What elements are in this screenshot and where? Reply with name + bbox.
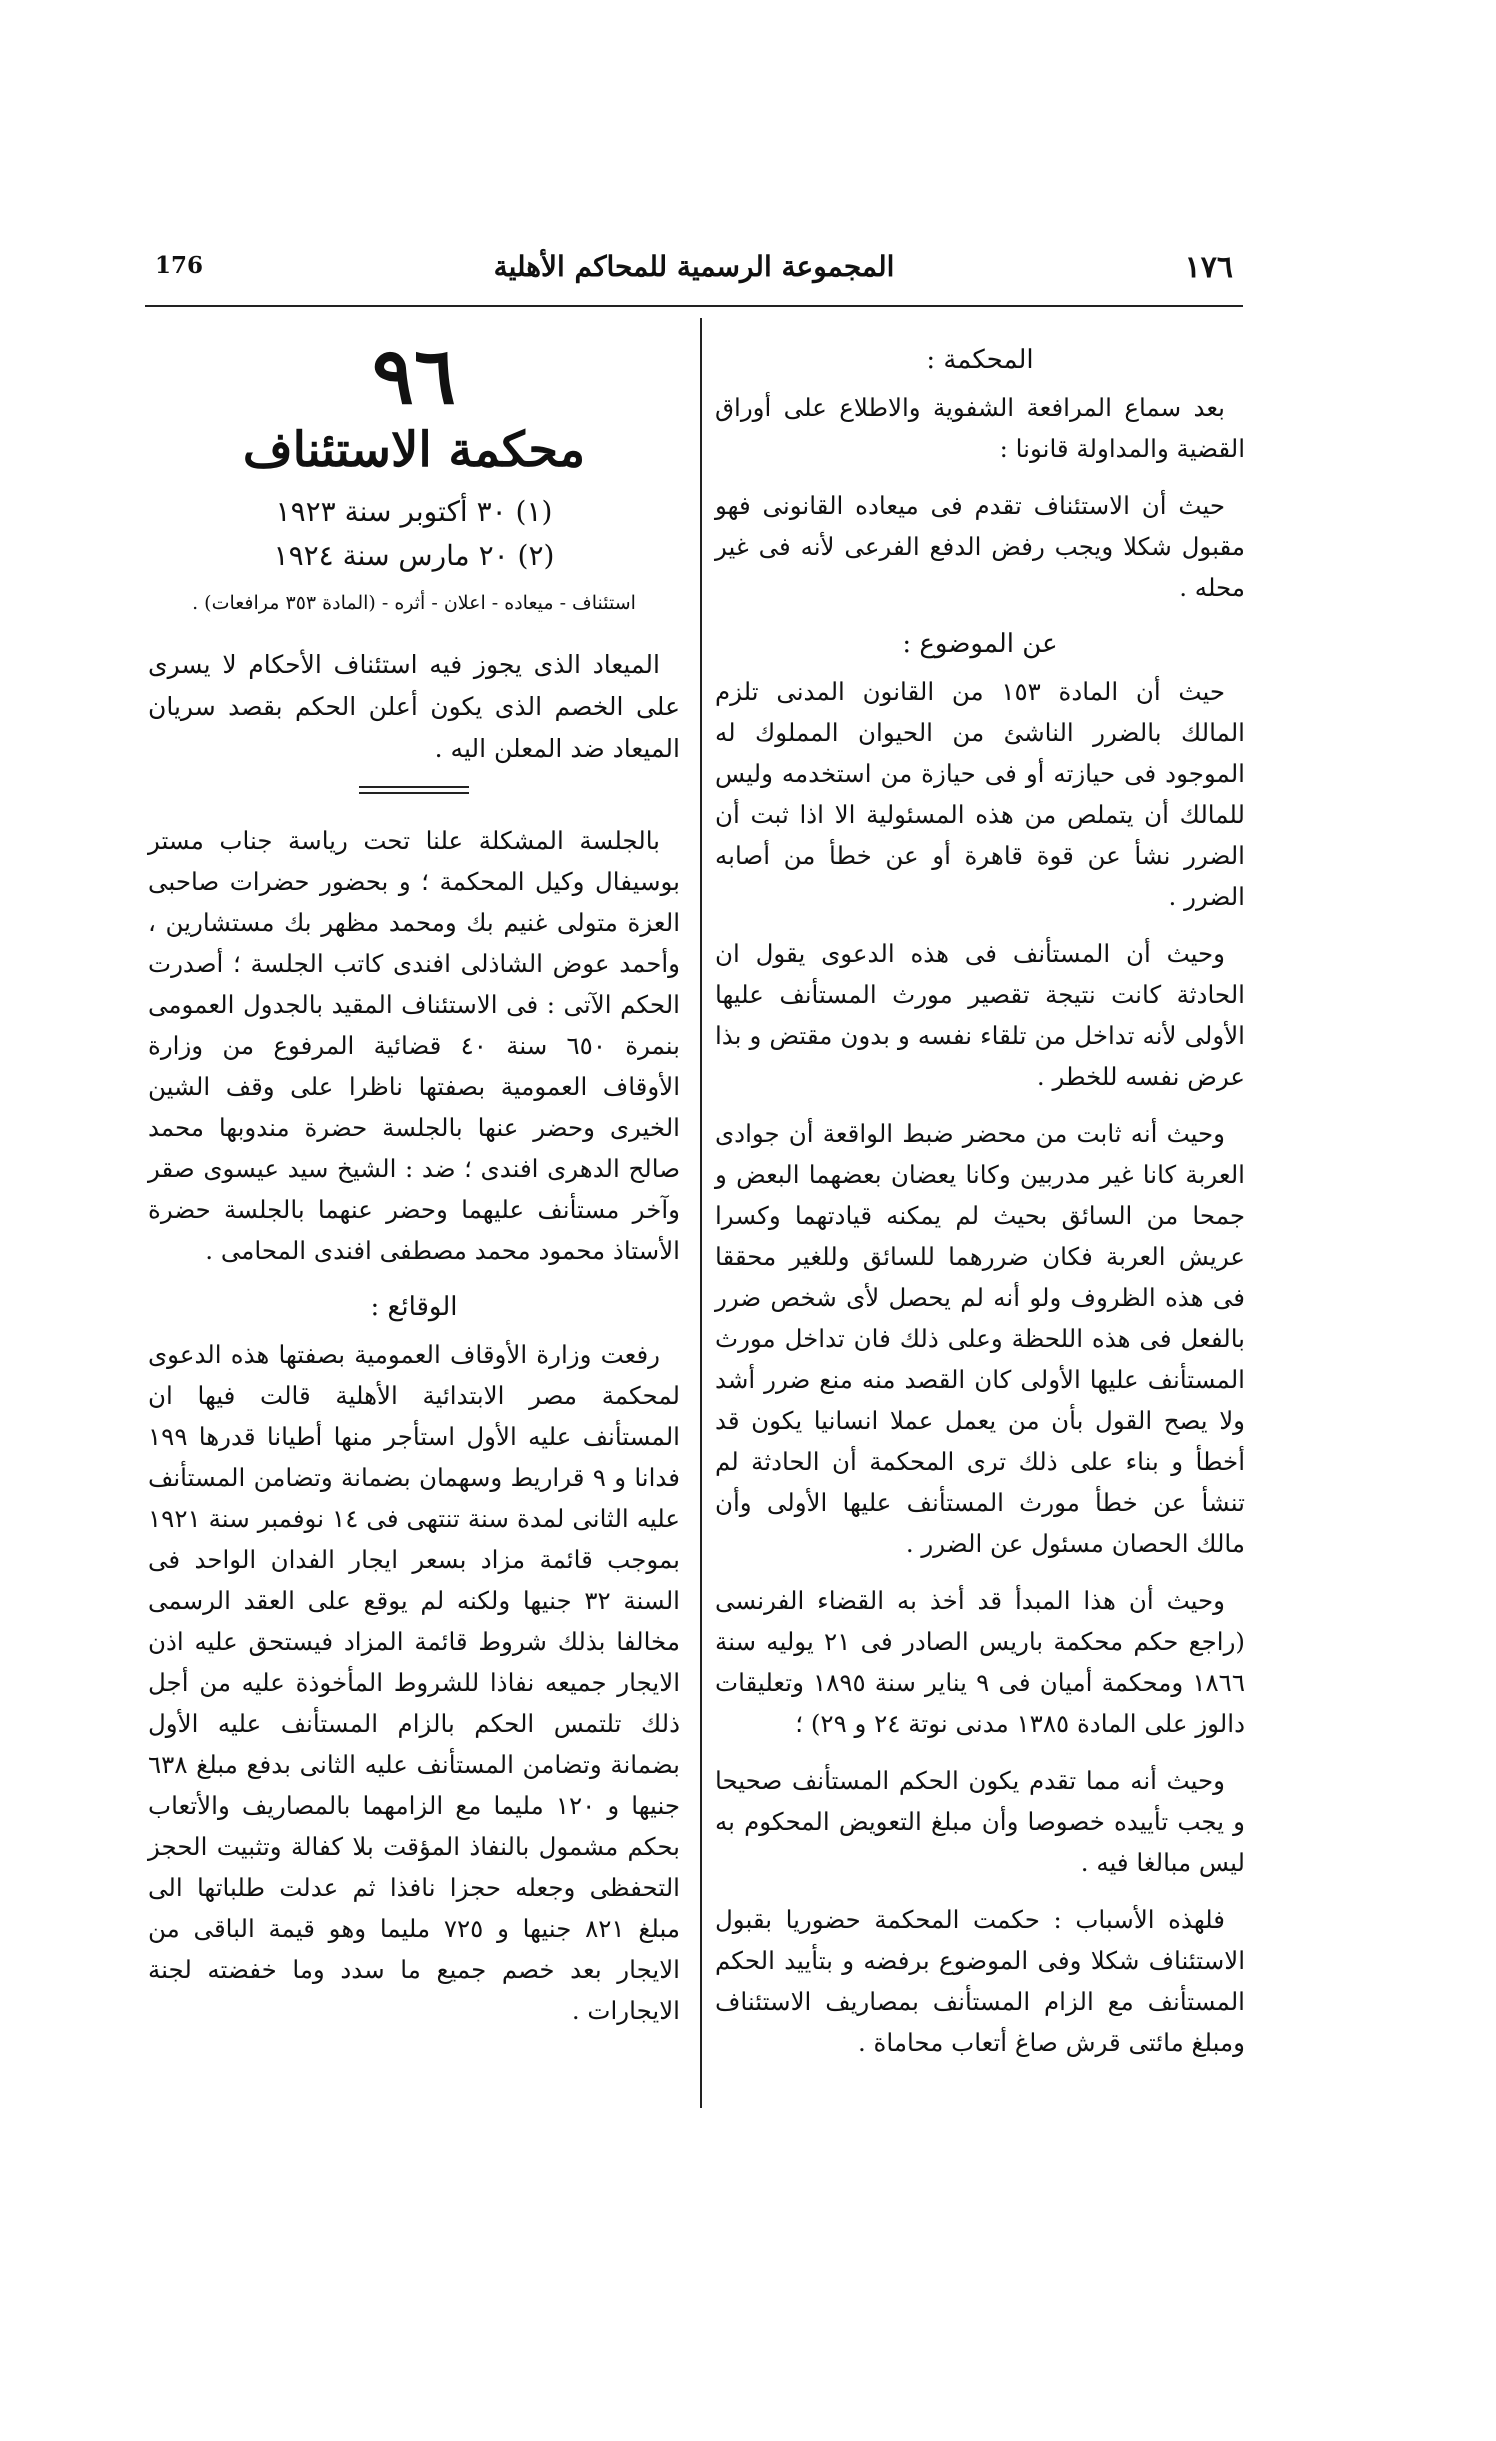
page-number-latin: 176: [155, 252, 204, 279]
judgment-paragraph: فلهذه الأسباب : حكمت المحكمة حضوريا بقبول الاستئناف شكلا وفى الموضوع برفضه و بتأييد الحكم المستأنف مع الزام المستأنف بمصاريف الاستئناف ومبلغ مائتى قرش صاغ أتعاب محاماة .: [715, 1905, 1245, 2057]
paragraph: بعد سماع المرافعة الشفوية والاطلاع على أوراق القضية والمداولة قانونا :: [715, 393, 1245, 463]
date-line: (٢) ٢٠ مارس سنة ١٩٢٤: [273, 539, 555, 572]
paragraph: وحيث أنه مما تقدم يكون الحكم المستأنف صحيحا و يجب تأييده خصوصا وأن مبلغ التعويض المحكوم به ليس مبالغا فيه .: [715, 1766, 1245, 1877]
date-line: (١) ٣٠ أكتوبر سنة ١٩٢٣: [275, 495, 553, 528]
subject-heading: عن الموضوع :: [902, 629, 1058, 659]
paragraph: حيث أن المادة ١٥٣ من القانون المدنى تلزم المالك بالضرر الناشئ من الحيوان المملوك له الموجود فى حيازته أو فى حيازة من استخدمه وليس للمالك أن يتملص من هذه المسئولية الا اذا ثبت أن الضرر نشأ عن قوة قاهرة أو عن خطأ من أصابه الضرر .: [715, 677, 1245, 911]
double-rule-divider: [359, 786, 469, 794]
column-divider: [700, 318, 702, 2108]
holding-summary: الميعاد الذى يجوز فيه استئناف الأحكام لا يسرى على الخصم الذى يكون أعلن الحكم بقصد سريان الميعاد ضد المعلن اليه .: [148, 650, 680, 763]
right-column: [715, 340, 1245, 2079]
court-title: محكمة الاستئناف: [242, 422, 586, 478]
session-paragraph: بالجلسة المشكلة علنا تحت رياسة جناب مستر بوسيفال وكيل المحكمة ؛ و بحضور حضرات صاحبى العزة متولى غنيم بك ومحمد مظهر بك مستشارين ، وأحمد عوض الشاذلى افندى كاتب الجلسة ؛ أصدرت الحكم الآتى : فى الاستئناف المقيد بالجدول العمومى بنمرة ٦٥٠ سنة ٤٠ قضائية المرفوع من وزارة الأوقاف العمومية بصفتها ناظرا على وقف الشين الخيرى وحضر عنها بالجلسة حضرة مندوبها محمد صالح الدهرى افندى ؛ ضد : الشيخ سيد عيسوى صقر وآخر مستأنف عليهما وحضر عنهما بالجلسة حضرة الأستاذ محمود محمد مصطفى افندى المحامى .: [148, 826, 680, 1265]
left-column: [148, 331, 680, 2047]
paragraph: وحيث أنه ثابت من محضر ضبط الواقعة أن جوادى العربة كانا غير مدربين وكانا يعضان بعضهما البعض و جمحا من السائق بحيث لم يمكنه قيادتهما وكسرا عريش العربة فكان ضررهما للسائق وللغير محققا فى هذه الظروف ولو أنه لم يحصل لأى شخص ضرر بالفعل فى هذه اللحظة وعلى ذلك فان تداخل مورث المستأنف عليها الأولى كان القصد منه منع ضرر أشد ولا يصح القول بأن من يعمل عملا انسانيا يكون قد أخطأ و بناء على ذلك ترى المحكمة أن الحادثة لم تنشأ عن خطأ مورث المستأنف عليها الأولى وأن مالك الحصان مسئول عن الضرر .: [715, 1119, 1245, 1558]
case-number: ٩٦: [372, 331, 456, 422]
keywords-line: استئناف - ميعاده - اعلان - أثره - (المادة ٣٥٣ مرافعات) .: [192, 592, 636, 614]
page-header: [145, 250, 1243, 296]
judgment-dates: [148, 490, 680, 578]
paragraph: وحيث أن المستأنف فى هذه الدعوى يقول ان الحادثة كانت نتيجة تقصير مورث المستأنف عليها الأولى لأنه تداخل من تلقاء نفسه و بدون مقتض و بذا عرض نفسه للخطر .: [715, 939, 1245, 1091]
running-title: المجموعة الرسمية للمحاكم الأهلية: [493, 250, 895, 283]
page-number-arabic: ١٧٦: [1184, 250, 1233, 285]
header-rule: [145, 305, 1243, 307]
court-heading: المحكمة :: [926, 345, 1034, 375]
facts-paragraph: رفعت وزارة الأوقاف العمومية بصفتها هذه الدعوى لمحكمة مصر الابتدائية الأهلية قالت فيها ان المستأنف عليه الأول استأجر منها أطيانا قدرها ١٩٩ فدانا و ٩ قراريط وسهمان بضمانة وتضامن المستأنف عليه الثانى لمدة سنة تنتهى فى ١٤ نوفمبر سنة ١٩٢١ بموجب قائمة مزاد بسعر ايجار الفدان الواحد فى السنة ٣٢ جنيها ولكنه لم يوقع على العقد الرسمى مخالفا بذلك شروط قائمة المزاد فيستحق عليه اذن الايجار جميعه نفاذا للشروط المأخوذة عليه من أجل ذلك تلتمس الحكم بالزام المستأنف عليه الأول بضمانة وتضامن المستأنف عليه الثانى بدفع مبلغ ٦٣٨ جنيها و ١٢٠ مليما مع الزامهما بالمصاريف والأتعاب بحكم مشمول بالنفاذ المؤقت بلا كفالة وتثبيت الحجز التحفظى وجعله حجزا نافذا ثم عدلت طلباتها الى مبلغ ٨٢١ جنيها و ٧٢٥ مليما وهو قيمة الباقى من الايجار بعد خصم جميع ما سدد وما خفضته لجنة الايجارات .: [148, 1340, 680, 2025]
facts-heading: الوقائع :: [370, 1292, 458, 1322]
paragraph: حيث أن الاستئناف تقدم فى ميعاده القانونى فهو مقبول شكلا ويجب رفض الدفع الفرعى لأنه فى غير محله .: [715, 491, 1245, 602]
paragraph: وحيث أن هذا المبدأ قد أخذ به القضاء الفرنسى (راجع حكم محكمة باريس الصادر فى ٢١ يوليه سنة ١٨٦٦ ومحكمة أميان فى ٩ يناير سنة ١٨٩٥ وتعليقات دالوز على المادة ١٣٨٥ مدنى نوتة ٢٤ و ٢٩) ؛: [715, 1586, 1245, 1738]
